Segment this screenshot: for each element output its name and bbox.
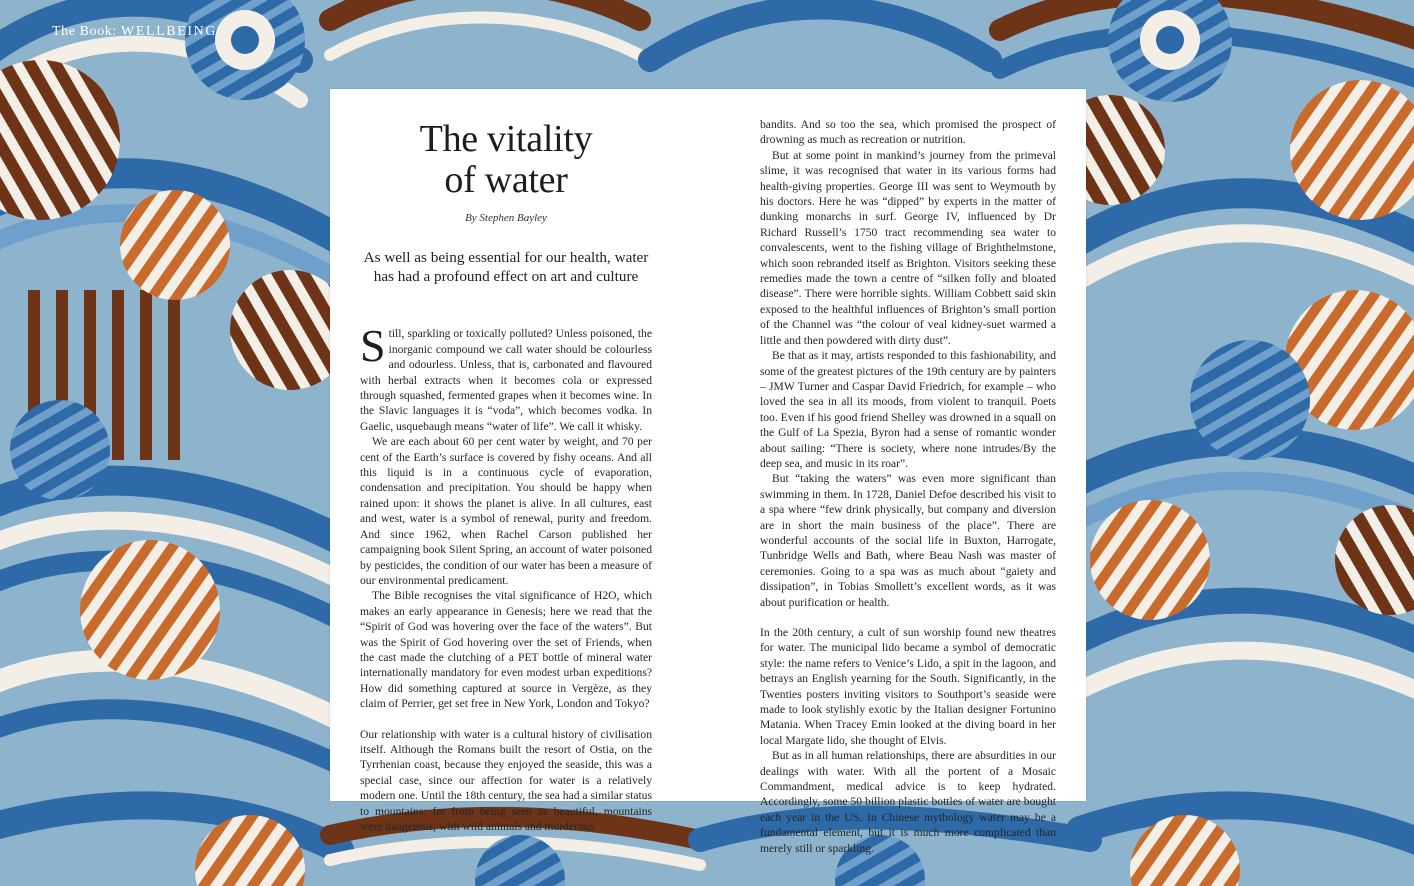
paragraph: Our relationship with water is a cultural history of civilisation itself. Although the Romans built the resort of Ostia, on the Tyrrhenian coast, because they enjoyed the seaside, this was a special case, since our affection for water is a relatively modern one. Until the 18th century, the sea had a similar status to mountains: far from being seen as beautiful, mountains were dangerous, with wild animals and murderous xyxy=(360,727,652,833)
article-body-left xyxy=(360,320,652,834)
paragraph-text: till, sparkling or toxically polluted? Unless poisoned, the inorganic compound we call water should be colourless and odourless. Unless, that is, carbonated and flavoured with herbal extracts when it becomes cola or expressed through squashed, fermented grapes when it becomes wine. In the Slavic languages it is “voda”, which becomes vodka. In Gaelic, usquebaugh means “water of life”. We call it whisky. xyxy=(360,327,652,433)
paragraph: The Bible recognises the vital significance of H2O, which makes an early appearance in Genesis; here we read that the “Spirit of God was hovering over the face of the waters”. But was the Spirit of God hovering over the set of Friends, when the cast made the clutching of a PET bottle of mineral water internationally mandatory for even modest urban expeditions? How did something captured at source in Vergèze, as they claim of Perrier, get set free in New York, London and Tokyo? xyxy=(360,589,652,711)
paragraph: Be that as it may, artists responded to this fashionability, and some of the greatest pictures of the 19th century are by painters – JMW Turner and Caspar David Friedrich, for example – who loved the sea in all its moods, from violent to tranquil. Poets too. Even if his good friend Shelley was drowned in a squall on the Gulf of La Spezia, Byron had a sense of romantic wonder about sailing: “There is society, where none intrudes/By the deep sea, and music in its roar”. xyxy=(760,349,1056,470)
book-label: The Book: xyxy=(52,24,117,39)
paragraph: But at some point in mankind’s journey from the primeval slime, it was recognised that water in its various forms had health-giving properties. George III was sent to Weymouth by his doctors. Here he was “dipped” by experts in the matter of dunking monarchs in surf. George IV, influenced by Dr Richard Russell’s 1750 tract recommending sea water to convalescents, went to the fishing village of Brighthelmstone, which soon rebranded itself as Brighton. Visitors seeking these remedies made the town a centre of “silken folly and bloated disease”. There were horrible sights. William Cobbett said skin exposed to the healthful influences of Brighton’s small portion of the Channel was “the colour of veal kidney-suet warmed a little and then powdered with dirty dust”. xyxy=(760,148,1056,347)
paragraph xyxy=(360,320,652,434)
article-panel xyxy=(330,89,1086,855)
paragraph: We are each about 60 per cent water by weight, and 70 per cent of the Earth’s surface is covered by fishy oceans. And all this liquid is in a continuous cycle of evaporation, condensation and precipitation. You should be happy when rained upon: it shows the planet is alive. In all cultures, east and west, water is a symbol of renewal, purity and freedom. And since 1962, when Rachel Carson published her campaigning book Silent Spring, an account of water poisoned by pesticides, the condition of our water has been a measure of our environmental predicament. xyxy=(360,435,652,587)
paragraph: But “taking the waters” was even more significant than swimming in them. In 1728, Daniel Defoe described his visit to a spa where “few drink physically, but company and diversion are in short the main business of the place”. There are wonderful accounts of the social life in Buxton, Harrogate, Tunbridge Wells and Bath, where Beau Nash was master of ceremonies. Going to a spa was as much about “gaiety and dissipation”, in Tobias Smollett’s excellent words, as it was about purification or health. xyxy=(760,472,1056,609)
title-line-2: of water xyxy=(444,159,568,201)
section-header xyxy=(52,24,217,40)
paragraph: In the 20th century, a cult of sun worship found new theatres for water. The municipal lido became a symbol of democratic style: the name refers to Venice’s Lido, a spit in the lagoon, and betrays an English yearning for the South. Significantly, in the Twenties posters inviting visitors to Southport’s seaside were made to look stylishly exotic by the Italian designer Fortunino Matania. When Tracey Emin looked at the diving board in her local Margate lido, she thought of Elvis. xyxy=(760,626,1056,747)
article-title xyxy=(360,119,652,201)
section-label: WELLBEING xyxy=(121,24,218,39)
right-column xyxy=(760,117,1056,856)
byline: By Stephen Bayley xyxy=(465,212,547,224)
left-column xyxy=(360,89,652,834)
title-line-1: The vitality xyxy=(419,118,593,160)
drop-cap: S xyxy=(360,320,386,372)
standfirst: As well as being essential for our health, water has had a profound effect on art and culture xyxy=(363,249,649,286)
paragraph: bandits. And so too the sea, which promised the prospect of drowning as much as recreation or nutrition. xyxy=(760,118,1056,147)
paragraph: But as in all human relationships, there are absurdities in our dealings with water. With all the portent of a Mosaic Commandment, medical advice is to keep hydrated. Accordingly, some 50 billion plastic bottles of water are bought each year in the US. In Chinese mythology water may be a fundamental element, but it is much more complicated than merely still or sparkling. xyxy=(760,749,1056,855)
